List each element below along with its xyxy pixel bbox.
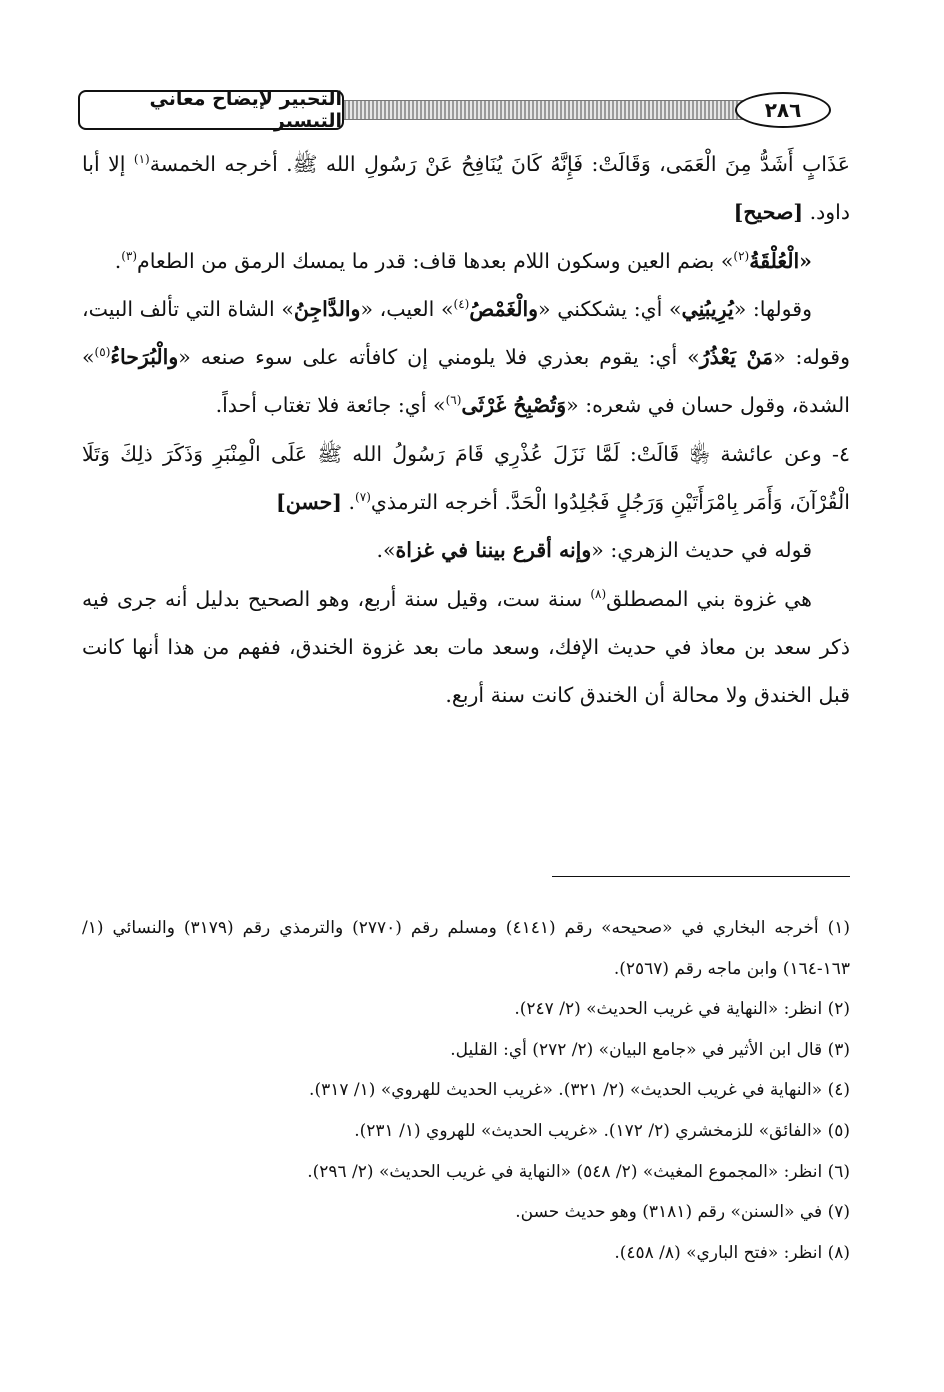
book-title: التحبير لإيضاح معاني التيسير xyxy=(78,90,344,130)
header-decorative-band xyxy=(336,100,751,120)
footnote-2: (٢) انظر: «النهاية في غريب الحديث» (٢/ ٢٤٧). xyxy=(514,999,850,1020)
hadith-grade: [صحيح] xyxy=(733,200,804,225)
main-text xyxy=(82,140,850,720)
hadith-grade: [حسن] xyxy=(276,490,342,515)
page-number: ٢٨٦ xyxy=(735,92,831,128)
footnote-4: (٤) «النهاية في غريب الحديث» (٢/ ٣٢١). «غريب الحديث للهروي» (١/ ٣١٧). xyxy=(309,1080,850,1101)
paragraph-6: هي غزوة بني المصطلق$^{(٨)}$ سنة ست، وقيل سنة أربع، وهو الصحيح بدليل أنه جرى فيه ذكر سعد بن معاذ في حديث الإفك، وسعد مات بعد غزوة الخندق، ففهم من هذا أنها كانت قبل الخندق ولا محالة أن الخندق كانت سنة أربع. xyxy=(82,586,850,708)
footnote-ref: (١) xyxy=(133,152,150,167)
footnote-ref: (٣) xyxy=(121,248,138,263)
footnote-ref: (٤) xyxy=(453,297,470,312)
footnote-5: (٥) «الفائق» للزمخشري (٢/ ١٧٢). «غريب الحديث» للهروي (١/ ٢٣١). xyxy=(354,1120,850,1141)
page-header xyxy=(76,86,851,132)
footnote-6: (٦) انظر: «المجموع المغيث» (٢/ ٥٤٨) «النهاية في غريب الحديث» (٢/ ٢٩٦). xyxy=(307,1161,850,1182)
paragraph-3: وقولها: «يُرِيبُنِي» أي: يشككني «والْغَمْصُ$^{(٤)}$» العيب، «والدَّاجِنُ» الشاة التي تألف البيت، وقوله: «مَنْ يَعْذُرُ» أي: يقوم بعذري فلا يلومني إن كافأته على سوء صنعه «والْبُرَحاءُ$^{(٥)}$» الشدة، وقول حسان في شعره: «وَتُصْبِحُ غَرْثَى$^{(٦)}$» أي: جائعة فلا تغتاب أحداً. xyxy=(82,296,850,418)
footnote-ref: (٢) xyxy=(733,248,750,263)
paragraph-5: قوله في حديث الزهري: «وإنه أقرع بيننا في غزاة». xyxy=(376,538,812,563)
footnote-7: (٧) في «السنن» رقم (٣١٨١) وهو حديث حسن. xyxy=(515,1202,850,1223)
paragraph-2: «الْعُلْقَةُ$^{(٢)}$» بضم العين وسكون اللام بعدها قاف: قدر ما يمسك الرمق من الطعام$^{(٣)}$. xyxy=(114,248,812,273)
footnote-ref: (٦) xyxy=(445,393,462,408)
footnote-ref: (٨) xyxy=(590,586,607,601)
footnote-ref: (٧) xyxy=(355,490,371,505)
paragraph-4: ٤- وعن عائشة ﵂ قَالَتْ: لَمَّا نَزَلَ عُذْرِي قَامَ رَسُولُ الله ﷺ عَلَى الْمِنْبَرِ وَذَكَرَ ذلِكَ وَتَلَا الْقُرْآنَ، وَأَمَر بِامْرَأَتَيْنِ وَرَجُلٍ فَجُلِدُوا الْحَدَّ. أخرجه الترمذي$^{(٧)}$. [حسن] xyxy=(82,441,850,515)
footnote-ref: (٥) xyxy=(94,345,111,360)
footnote-8: (٨) انظر: «فتح الباري» (٨/ ٤٥٨). xyxy=(614,1242,850,1263)
footnotes xyxy=(82,908,850,1273)
footnote-separator xyxy=(552,876,850,877)
footnote-3: (٣) قال ابن الأثير في «جامع البيان» (٢/ ٢٧٢) أي: القليل. xyxy=(450,1039,850,1060)
footnote-1: (١) أخرجه البخاري في «صحيحه» رقم (٤١٤١) ومسلم رقم (٢٧٧٠) والترمذي رقم (٣١٧٩) والنسائي (١/ ١٦٣-١٦٤) وابن ماجه رقم (٢٥٦٧). xyxy=(82,918,850,979)
paragraph-1: عَذَابٍ أَشَدُّ مِنَ الْعَمَى، وَقَالَتْ: فَإِنَّهُ كَانَ يُنَافِحُ عَنْ رَسُولِ الله ﷺ. أخرجه الخمسة$^{(١)}$ إلا أبا داود. [صحيح] xyxy=(82,152,850,225)
